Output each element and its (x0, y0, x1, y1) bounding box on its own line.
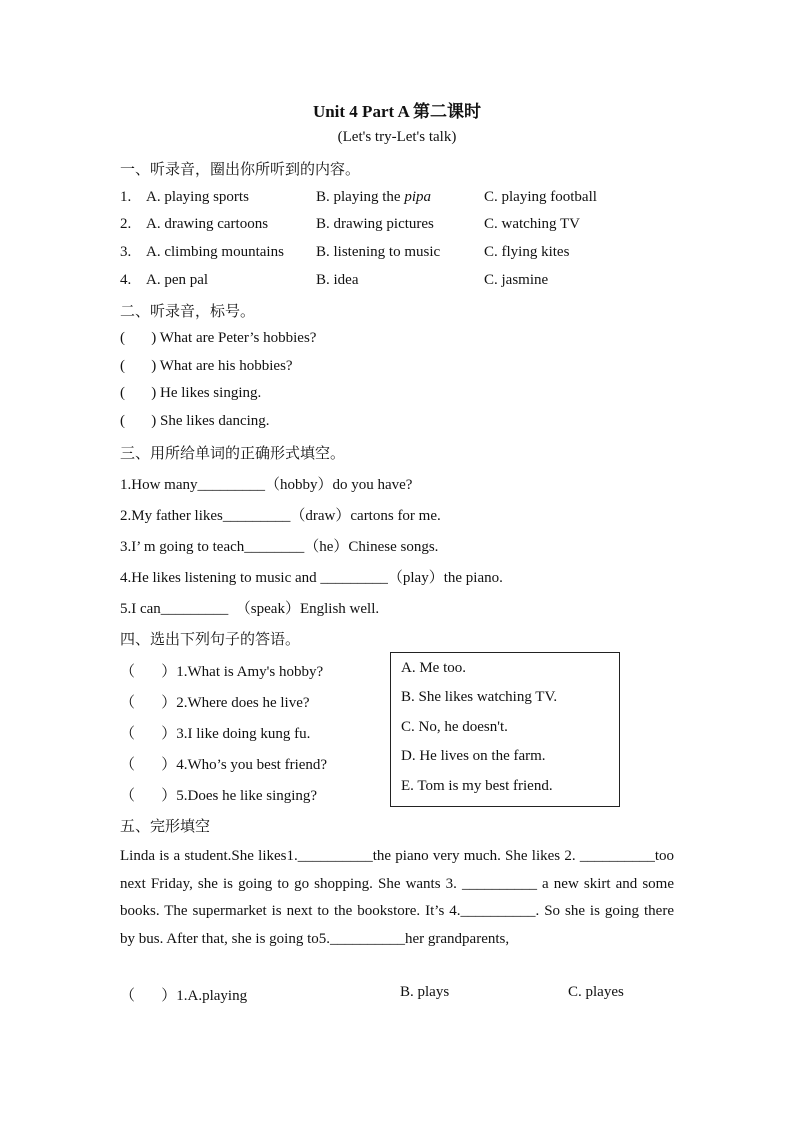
s2-item-2: ( ) What are his hobbies? (120, 358, 293, 374)
s1-row1-option-c: C. playing football (484, 189, 597, 205)
s1-row3-num: 3. (120, 244, 132, 260)
s1-row1-option-b (316, 189, 431, 206)
section5-heading: 五、完形填空 (120, 819, 211, 835)
s1-row3-option-c: C. flying kites (484, 244, 570, 260)
s1-row4-option-b: B. idea (316, 272, 359, 288)
section1-heading: 一、听录音，圈出你所听到的内容。 (120, 162, 361, 178)
s1-row4-option-a: A. pen pal (146, 272, 209, 288)
s1-row2-option-a: A. drawing cartoons (146, 216, 269, 232)
s4-answer-d: D. He lives on the farm. (401, 748, 546, 764)
s1-row1-option-b-text: B. playing the (316, 189, 405, 205)
s1-row2-option-c: C. watching TV (484, 216, 580, 232)
s2-item-1: ( ) What are Peter’s hobbies? (120, 330, 317, 346)
s4-question-2: （ ）2.Where does he live? (120, 695, 310, 711)
section4-heading: 四、选出下列句子的答语。 (120, 632, 301, 648)
answer-options-box (390, 652, 620, 807)
s1-row3-option-b: B. listening to music (316, 244, 441, 260)
s1-row4-option-c: C. jasmine (484, 272, 549, 288)
s1-row2-num: 2. (120, 216, 132, 232)
s5-option-c: C. playes (568, 984, 624, 1000)
s4-answer-c: C. No, he doesn't. (401, 719, 508, 735)
section2-heading: 二、听录音，标号。 (120, 304, 256, 320)
s1-row1-option-a: A. playing sports (146, 189, 249, 205)
s1-row1-option-b-italic: pipa (404, 189, 431, 205)
s4-question-5: （ ）5.Does he like singing? (120, 788, 318, 804)
s1-row4-num: 4. (120, 272, 132, 288)
s3-item-4: 4.He likes listening to music and _________（play）the piano. (120, 570, 503, 586)
s4-question-1: （ ）1.What is Amy's hobby? (120, 664, 324, 680)
s4-answer-e: E. Tom is my best friend. (401, 778, 553, 794)
s1-row3-option-a: A. climbing mountains (146, 244, 284, 260)
s3-item-1: 1.How many_________（hobby）do you have? (120, 477, 413, 493)
s2-item-4: ( ) She likes dancing. (120, 413, 270, 429)
s3-item-5: 5.I can_________ （speak）English well. (120, 601, 380, 617)
s5-option-b: B. plays (400, 984, 450, 1000)
s4-answer-b: B. She likes watching TV. (401, 689, 558, 705)
s3-item-3: 3.I’ m going to teach________（he）Chinese songs. (120, 539, 439, 555)
s5-option-row-bracket: （ ）1.A.playing (120, 988, 248, 1004)
page-subtitle: (Let's try-Let's talk) (337, 129, 457, 145)
page-title: Unit 4 Part A 第二课时 (312, 102, 482, 121)
s3-item-2: 2.My father likes_________（draw）cartons for me. (120, 508, 441, 524)
s1-row2-option-b: B. drawing pictures (316, 216, 434, 232)
s4-question-4: （ ）4.Who’s you best friend? (120, 757, 328, 773)
s1-row1-num: 1. (120, 189, 132, 205)
section3-heading: 三、用所给单词的正确形式填空。 (120, 446, 346, 462)
s4-question-3: （ ）3.I like doing kung fu. (120, 726, 311, 742)
cloze-passage: Linda is a student.She likes1.__________the piano very much. She likes 2. __________too next Friday, she is going to go shopping. She wants 3. __________ a new skirt and some books. The supermarket is next to the bookstore. It’s 4.__________. So she is going there by bus. After that, she is going to5.__________her grandparents, (120, 848, 674, 948)
s4-answer-a: A. Me too. (401, 660, 466, 676)
s2-item-3: ( ) He likes singing. (120, 385, 262, 401)
